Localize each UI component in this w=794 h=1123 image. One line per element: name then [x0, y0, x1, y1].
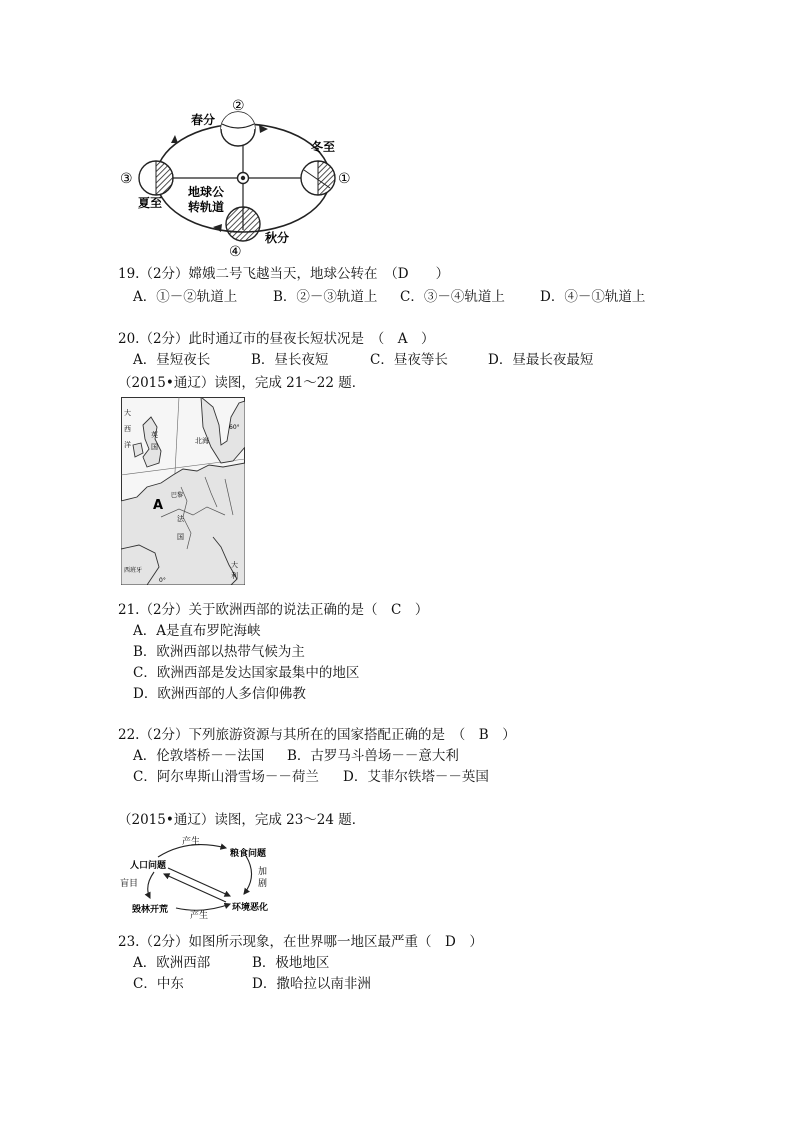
- q23-option-a: A．欧洲西部: [133, 955, 211, 971]
- q23-option-c: C．中东: [133, 976, 184, 992]
- map-label-yang: 洋: [124, 441, 131, 449]
- q23-stem: 23.（2分）如图所示现象，在世界哪一地区最严重（ D ）: [118, 934, 483, 950]
- map-label-fa: 法: [177, 515, 184, 523]
- map-label-paris: 巴黎: [171, 492, 184, 499]
- q21-option-d: D．欧洲西部的人多信仰佛教: [133, 686, 306, 702]
- number-3: ③: [120, 171, 133, 187]
- cycle-blind: 盲目: [120, 879, 139, 889]
- label-center: 地球公: [188, 185, 225, 199]
- q19-option-a: A．①－②轨道上: [133, 289, 238, 305]
- cycle-environment: 环境恶化: [232, 903, 269, 913]
- q21-option-a: A．A是直布罗陀海峡: [133, 623, 261, 639]
- map-label-a: A: [153, 498, 164, 513]
- q21-option-c: C．欧洲西部是发达国家最集中的地区: [133, 665, 360, 681]
- label-center2: 转轨道: [188, 200, 225, 214]
- map-label-spain: 西班牙: [124, 567, 143, 574]
- cycle-population: 人口问题: [130, 861, 167, 871]
- population-cycle-figure: [118, 832, 280, 920]
- map-label-da: 大: [124, 409, 131, 417]
- map-label-guo2: 国: [177, 533, 184, 541]
- cycle-produce-top: 产生: [182, 837, 201, 847]
- map-label-li: 利: [231, 572, 238, 580]
- q21-stem: 21.（2分）关于欧洲西部的说法正确的是（ C ）: [118, 602, 429, 618]
- europe-map-figure: [121, 397, 245, 585]
- q20-option-d: D．昼最长夜最短: [488, 352, 594, 368]
- cycle-aggravate-2: 剧: [258, 879, 268, 889]
- earth-summer: [139, 161, 173, 195]
- q20-stem: 20.（2分）此时通辽市的昼夜长短状况是 （ A ）: [118, 331, 435, 347]
- q20-option-a: A．昼短夜长: [133, 352, 211, 368]
- map-label-ying: 英: [151, 431, 158, 439]
- map-label-beihai: 北海: [195, 437, 209, 445]
- q20-option-b: B．昼长夜短: [251, 352, 329, 368]
- earth-winter: [301, 161, 335, 195]
- q19-option-c: C．③－④轨道上: [400, 289, 505, 305]
- label-autumn: 秋分: [265, 231, 290, 245]
- label-winter: 冬至: [311, 140, 336, 154]
- cycle-produce-bottom: 产生: [190, 911, 209, 920]
- map-label-0deg: 0°: [159, 577, 166, 584]
- q19-option-b: B．②－③轨道上: [273, 289, 378, 305]
- number-4: ④: [229, 244, 242, 258]
- q21-option-b: B．欧洲西部以热带气候为主: [133, 644, 305, 660]
- q19-stem: 19.（2分）嫦娥二号飞越当天，地球公转在 （D ）: [118, 266, 450, 282]
- q20-option-c: C．昼夜等长: [370, 352, 448, 368]
- q22-option-b: B．古罗马斗兽场－－意大利: [287, 748, 459, 764]
- earth-orbit-figure: [118, 96, 368, 258]
- q22-option-c: C．阿尔卑斯山滑雪场－－荷兰: [133, 769, 319, 785]
- earth-autumn: [226, 207, 260, 241]
- map-label-xi: 西: [124, 425, 131, 433]
- map-label-60deg: 60°: [229, 424, 240, 431]
- cycle-grain: 粮食问题: [230, 849, 267, 859]
- map-label-guo1: 国: [151, 443, 158, 451]
- label-spring: 春分: [191, 113, 216, 127]
- q22-option-a: A．伦敦塔桥－－法国: [133, 748, 265, 764]
- intro-23-24: （2015•通辽）读图，完成 23～24 题．: [118, 812, 366, 828]
- cycle-deforest: 毁林开荒: [132, 905, 169, 915]
- q19-option-d: D．④－①轨道上: [540, 289, 646, 305]
- number-1: ①: [338, 171, 351, 187]
- q22-stem: 22.（2分）下列旅游资源与其所在的国家搭配正确的是 （ B ）: [118, 727, 516, 743]
- intro-21-22: （2015•通辽）读图，完成 21～22 题．: [118, 375, 366, 391]
- q23-option-b: B．极地地区: [252, 955, 330, 971]
- map-label-da2: 大: [231, 561, 238, 569]
- number-2: ②: [232, 98, 245, 114]
- q22-option-d: D．艾菲尔铁塔－－英国: [343, 769, 489, 785]
- q23-option-d: D．撒哈拉以南非洲: [252, 976, 371, 992]
- label-summer: 夏至: [138, 196, 163, 210]
- earth-spring: [221, 112, 255, 146]
- cycle-aggravate-1: 加: [258, 867, 268, 877]
